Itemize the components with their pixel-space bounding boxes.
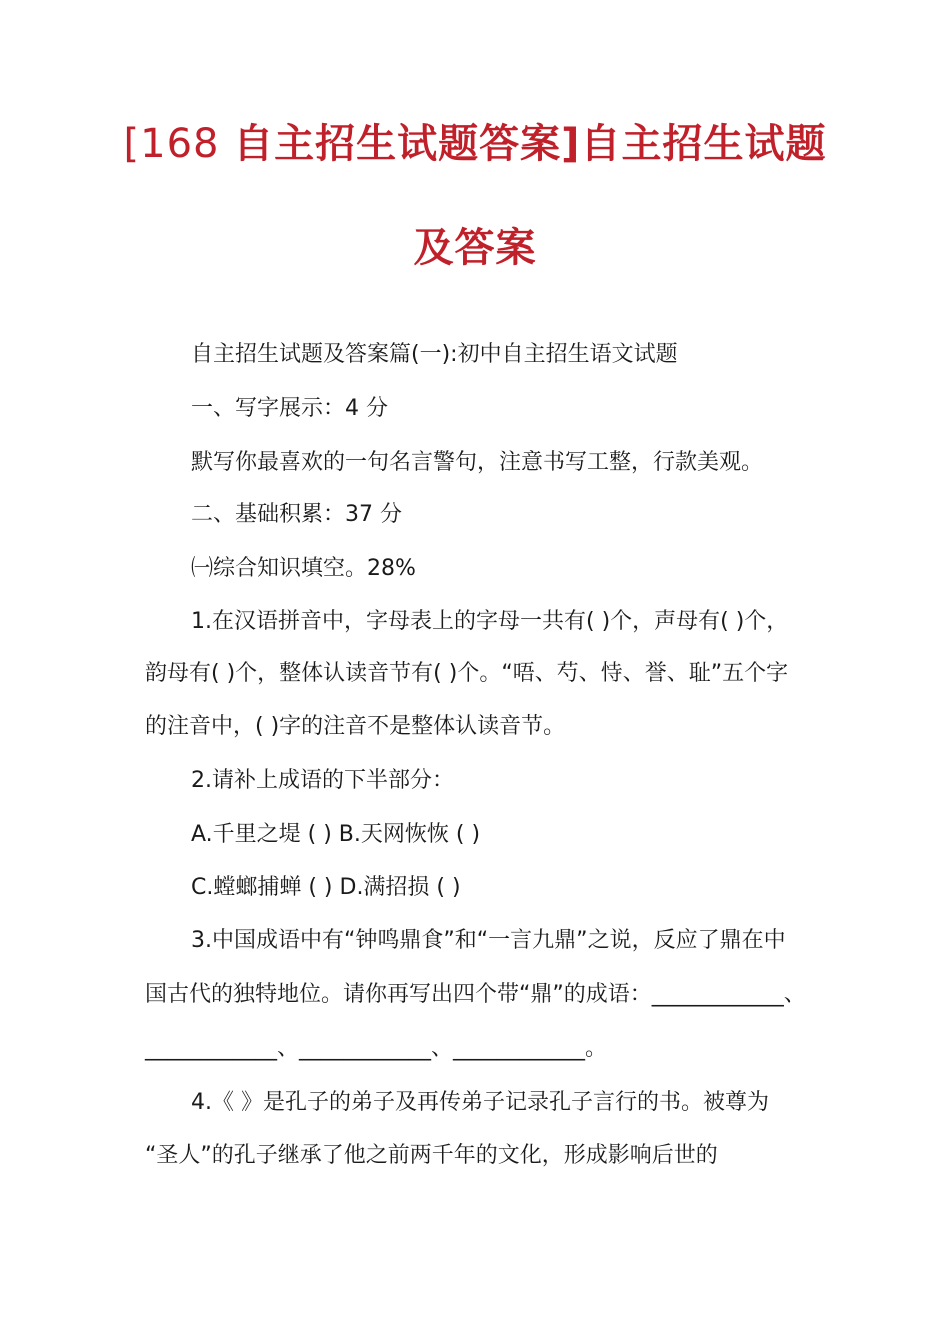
part-one-heading: 一、写字展示：4 分 <box>191 396 388 421</box>
question-2-options-cd: C.螳螂捕蝉 ( ) D.满招损 ( ) <box>191 875 461 900</box>
question-3-line-2: 国古代的独特地位。请你再写出四个带“鼎”的成语：____________、 <box>145 982 806 1007</box>
document-title-line-2: 及答案 <box>413 225 537 271</box>
question-4-line-2: “圣人”的孔子继承了他之前两千年的文化，形成影响后世的 <box>145 1143 718 1168</box>
title-main: 自主招生试题答案]自主招生试题 <box>233 121 827 167</box>
question-1-line-3: 的注音中，( )字的注音不是整体认读音节。 <box>145 714 566 739</box>
question-1-line-2: 韵母有( )个，整体认读音节有( )个。“唔、芍、恃、誉、耻”五个字 <box>145 661 789 686</box>
question-3-line-3: ____________、____________、____________。 <box>145 1036 608 1061</box>
question-1-line-1: 1.在汉语拼音中，字母表上的字母一共有( )个，声母有( )个， <box>191 609 789 634</box>
paragraph-line: 默写你最喜欢的一句名言警句，注意书写工整，行款美观。 <box>191 450 764 475</box>
question-2-options-ab: A.千里之堤 ( ) B.天网恢恢 ( ) <box>191 822 481 847</box>
section-heading: 自主招生试题及答案篇(一):初中自主招生语文试题 <box>191 342 678 367</box>
document-title-line-1 <box>0 118 950 170</box>
question-3-line-1: 3.中国成语中有“钟鸣鼎食”和“一言九鼎”之说，反应了鼎在中 <box>191 928 786 953</box>
subsection-heading: ㈠综合知识填空。28% <box>191 556 416 581</box>
title-prefix: [168 <box>123 121 234 167</box>
question-4-line-1: 4.《 》是孔子的弟子及再传弟子记录孔子言行的书。被尊为 <box>191 1090 769 1115</box>
question-2-line-1: 2.请补上成语的下半部分： <box>191 768 454 793</box>
part-two-heading: 二、基础积累：37 分 <box>191 502 402 527</box>
